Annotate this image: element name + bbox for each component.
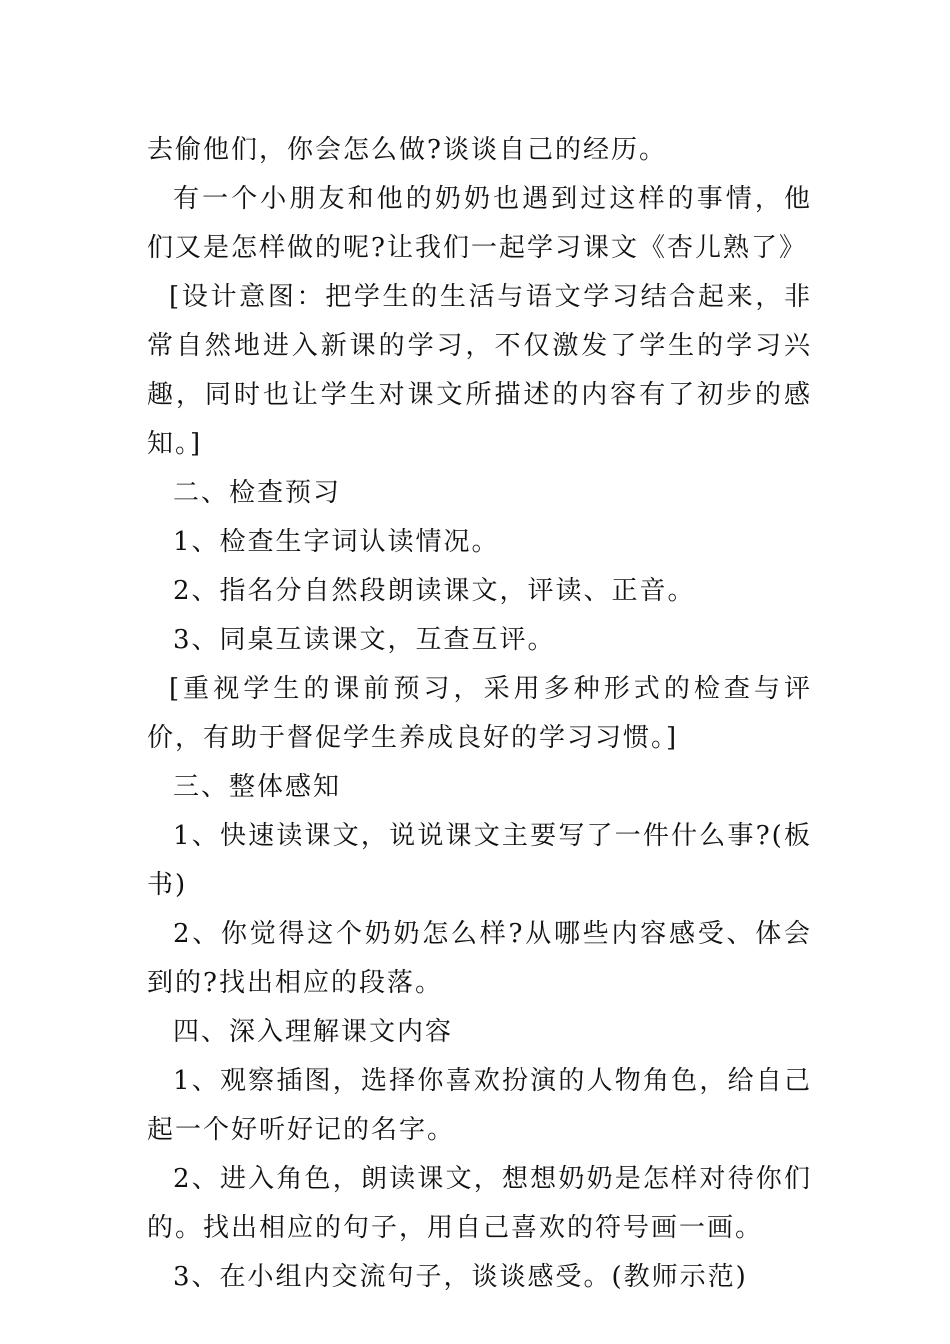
list-item: 2、进入角色，朗读课文，想想奶奶是怎样对待你们的。找出相应的句子，用自己喜欢的符号画一画。 (147, 1164, 812, 1243)
list-item: 3、在小组内交流句子，谈谈感受。(教师示范) (173, 1262, 748, 1292)
preview-note: [重视学生的课前预习，采用多种形式的检查与评价，有助于督促学生养成良好的学习习惯。] (147, 674, 812, 753)
section-heading-preview-check: 二、检查预习 (173, 478, 342, 508)
paragraph-continuation: 去偷他们，你会怎么做?谈谈自己的经历。 (147, 135, 667, 165)
list-item: 1、检查生字词认读情况。 (173, 527, 500, 557)
list-item: 3、同桌互读课文，互查互评。 (173, 625, 556, 655)
list-item: 2、指名分自然段朗读课文，评读、正音。 (173, 576, 696, 606)
section-heading-overall-perception: 三、整体感知 (173, 772, 342, 802)
paragraph-intro: 有一个小朋友和他的奶奶也遇到过这样的事情，他们又是怎样做的呢?让我们一起学习课文《杏儿熟了》 (147, 184, 812, 263)
list-item: 1、快速读课文，说说课文主要写了一件什么事?(板书) (147, 821, 812, 900)
design-intent-note: [设计意图：把学生的生活与语文学习结合起来，非常自然地进入新课的学习，不仅激发了学生的学习兴趣，同时也让学生对课文所描述的内容有了初步的感知。] (147, 282, 812, 459)
section-heading-deep-understanding: 四、深入理解课文内容 (173, 1017, 454, 1047)
list-item: 1、观察插图，选择你喜欢扮演的人物角色，给自己起一个好听好记的名字。 (147, 1066, 812, 1145)
list-item: 2、你觉得这个奶奶怎么样?从哪些内容感受、体会到的?找出相应的段落。 (147, 919, 812, 998)
document-page (147, 126, 812, 1302)
